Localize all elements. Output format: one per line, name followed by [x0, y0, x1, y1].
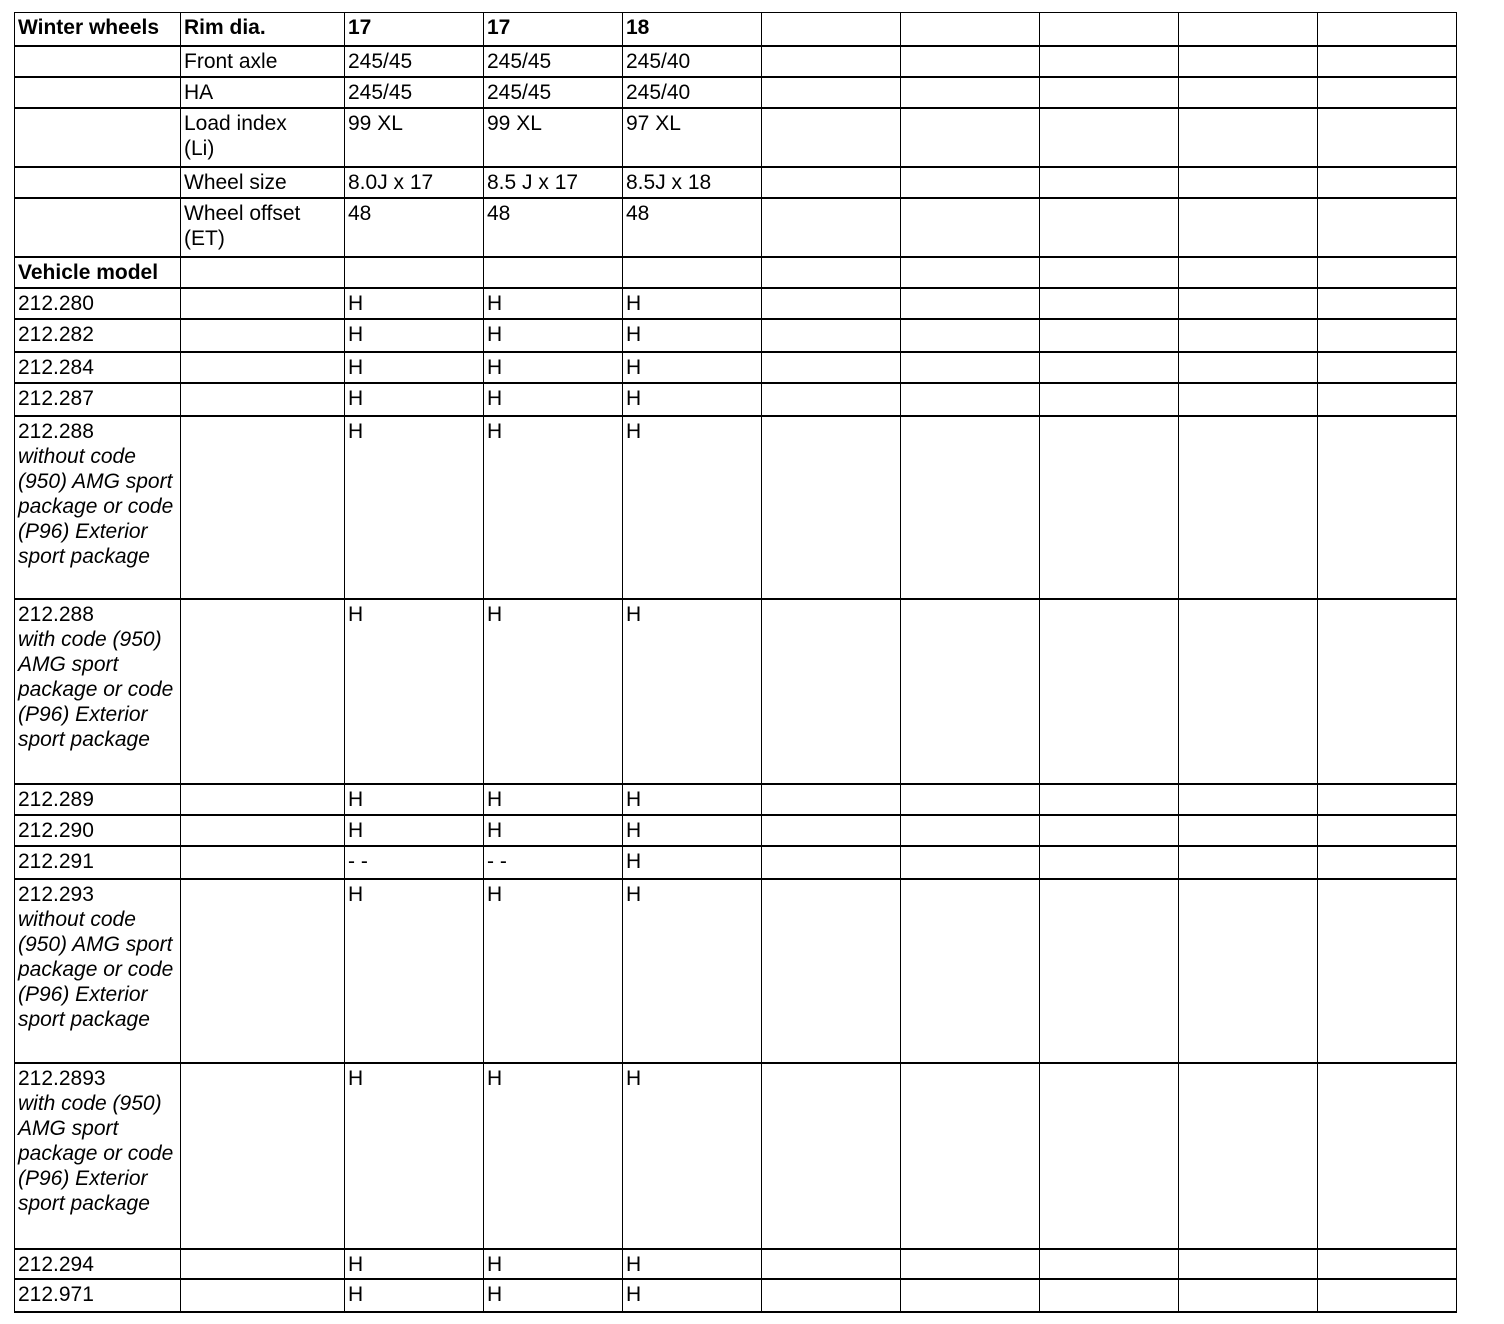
- empty-cell: [1318, 198, 1457, 257]
- empty-cell: [181, 416, 345, 599]
- vehicle-row: [15, 599, 1457, 784]
- empty-cell: [1179, 1249, 1318, 1279]
- spec-row: [15, 77, 1457, 108]
- empty-cell: [1040, 288, 1179, 319]
- spec-row: [15, 198, 1457, 257]
- empty-cell: [1179, 108, 1318, 167]
- empty-cell: [762, 257, 901, 288]
- fitment-value: H: [345, 1279, 484, 1312]
- empty-cell: [901, 319, 1040, 352]
- fitment-value: H: [623, 352, 762, 383]
- empty-cell: [762, 846, 901, 879]
- spec-value: 48: [484, 198, 623, 257]
- empty-cell: [901, 198, 1040, 257]
- vehicle-model-cell: [15, 1249, 181, 1279]
- fitment-value: H: [484, 784, 623, 815]
- fitment-value: H: [484, 383, 623, 416]
- vehicle-model-cell: [15, 1063, 181, 1249]
- empty-cell: [762, 599, 901, 784]
- spec-label: Wheel size: [181, 167, 345, 198]
- fitment-value: H: [484, 815, 623, 846]
- empty-cell: [762, 784, 901, 815]
- empty-cell: [1179, 383, 1318, 416]
- empty-cell: [762, 319, 901, 352]
- spec-value: 97 XL: [623, 108, 762, 167]
- empty-cell: [901, 257, 1040, 288]
- empty-cell: [1179, 13, 1318, 46]
- empty-cell: [1040, 599, 1179, 784]
- vehicle-row: [15, 1279, 1457, 1312]
- empty-cell: [901, 13, 1040, 46]
- fitment-value: H: [345, 784, 484, 815]
- vehicle-row: [15, 1249, 1457, 1279]
- fitment-value: H: [484, 288, 623, 319]
- vehicle-row: [15, 1063, 1457, 1249]
- empty-cell: [901, 1249, 1040, 1279]
- empty-cell: [1318, 784, 1457, 815]
- empty-cell: [901, 383, 1040, 416]
- empty-cell: [1318, 1279, 1457, 1312]
- fitment-value: H: [484, 416, 623, 599]
- empty-cell: [1040, 416, 1179, 599]
- fitment-value: H: [623, 846, 762, 879]
- spec-label: Wheel offset (ET): [181, 198, 345, 257]
- fitment-value: H: [345, 352, 484, 383]
- vehicle-row: [15, 416, 1457, 599]
- vehicle-model-cell: [15, 383, 181, 416]
- empty-cell: [1318, 846, 1457, 879]
- vehicle-model-cell: [15, 288, 181, 319]
- vehicle-model-id: 212.290: [18, 818, 94, 842]
- empty-cell: [1179, 416, 1318, 599]
- empty-cell: [1040, 46, 1179, 77]
- empty-cell: [1318, 77, 1457, 108]
- vehicle-model-id: 212.287: [18, 386, 94, 410]
- table-body: [15, 13, 1457, 1312]
- empty-cell: [901, 846, 1040, 879]
- empty-cell: [1179, 1063, 1318, 1249]
- spec-row: [15, 108, 1457, 167]
- vehicle-model-cell: [15, 815, 181, 846]
- vehicle-model-note: without code (950) AMG sport package or code (P96) Exterior sport package: [18, 444, 174, 568]
- spec-value: 245/40: [623, 77, 762, 108]
- empty-cell: [762, 108, 901, 167]
- spec-value: 245/45: [345, 77, 484, 108]
- empty-cell: [1318, 416, 1457, 599]
- empty-cell: [1318, 167, 1457, 198]
- empty-cell: [1179, 879, 1318, 1063]
- vehicle-model-cell: [15, 784, 181, 815]
- empty-cell: [901, 599, 1040, 784]
- spec-blank-cell: [15, 77, 181, 108]
- empty-cell: [623, 257, 762, 288]
- empty-cell: [1179, 599, 1318, 784]
- empty-cell: [181, 599, 345, 784]
- empty-cell: [901, 108, 1040, 167]
- empty-cell: [1040, 1279, 1179, 1312]
- fitment-value: H: [623, 383, 762, 416]
- spec-value: 99 XL: [345, 108, 484, 167]
- vehicle-row: [15, 352, 1457, 383]
- fitment-value: H: [484, 319, 623, 352]
- vehicle-row: [15, 815, 1457, 846]
- empty-cell: [1179, 846, 1318, 879]
- vehicle-model-note: with code (950) AMG sport package or code (P96) Exterior sport package: [18, 1091, 174, 1215]
- empty-cell: [762, 1063, 901, 1249]
- empty-cell: [181, 1279, 345, 1312]
- vehicle-row: [15, 846, 1457, 879]
- empty-cell: [1179, 46, 1318, 77]
- vehicle-model-id: 212.280: [18, 291, 94, 315]
- empty-cell: [1318, 352, 1457, 383]
- fitment-value: H: [345, 1063, 484, 1249]
- spec-value: 245/45: [484, 46, 623, 77]
- fitment-value: H: [345, 599, 484, 784]
- vehicle-model-cell: [15, 846, 181, 879]
- rim-dia-cell: 17: [484, 13, 623, 46]
- fitment-value: H: [484, 1279, 623, 1312]
- spec-value: 8.0J x 17: [345, 167, 484, 198]
- empty-cell: [1318, 383, 1457, 416]
- fitment-value: H: [623, 815, 762, 846]
- vehicle-row: [15, 784, 1457, 815]
- empty-cell: [1179, 167, 1318, 198]
- vehicle-row: [15, 288, 1457, 319]
- empty-cell: [1040, 383, 1179, 416]
- empty-cell: [901, 815, 1040, 846]
- empty-cell: [762, 416, 901, 599]
- vehicle-model-heading: Vehicle model: [15, 257, 181, 288]
- empty-cell: [762, 167, 901, 198]
- fitment-value: H: [345, 879, 484, 1063]
- empty-cell: [1318, 319, 1457, 352]
- empty-cell: [1040, 13, 1179, 46]
- rim-dia-cell: 17: [345, 13, 484, 46]
- empty-cell: [1040, 77, 1179, 108]
- empty-cell: [762, 13, 901, 46]
- empty-cell: [1179, 288, 1318, 319]
- empty-cell: [1318, 815, 1457, 846]
- empty-cell: [1179, 352, 1318, 383]
- empty-cell: [484, 257, 623, 288]
- empty-cell: [181, 352, 345, 383]
- fitment-value: - -: [345, 846, 484, 879]
- fitment-value: H: [484, 879, 623, 1063]
- empty-cell: [901, 879, 1040, 1063]
- fitment-value: H: [345, 416, 484, 599]
- vehicle-model-header-row: [15, 257, 1457, 288]
- vehicle-row: [15, 383, 1457, 416]
- vehicle-model-id: 212.291: [18, 849, 94, 873]
- vehicle-model-id: 212.288: [18, 602, 94, 626]
- fitment-value: H: [623, 1063, 762, 1249]
- empty-cell: [762, 879, 901, 1063]
- rim-dia-cell: 18: [623, 13, 762, 46]
- empty-cell: [901, 416, 1040, 599]
- empty-cell: [762, 288, 901, 319]
- fitment-value: H: [484, 352, 623, 383]
- empty-cell: [345, 257, 484, 288]
- header-row: [15, 13, 1457, 46]
- vehicle-model-cell: [15, 599, 181, 784]
- empty-cell: [1040, 108, 1179, 167]
- empty-cell: [1179, 77, 1318, 108]
- empty-cell: [1040, 846, 1179, 879]
- vehicle-model-id: 212.2893: [18, 1066, 106, 1090]
- empty-cell: [1040, 167, 1179, 198]
- vehicle-model-note: without code (950) AMG sport package or code (P96) Exterior sport package: [18, 907, 174, 1031]
- fitment-value: - -: [484, 846, 623, 879]
- empty-cell: [1179, 257, 1318, 288]
- fitment-value: H: [345, 319, 484, 352]
- vehicle-model-id: 212.289: [18, 787, 94, 811]
- empty-cell: [1040, 352, 1179, 383]
- spec-value: 48: [345, 198, 484, 257]
- empty-cell: [1040, 1249, 1179, 1279]
- empty-cell: [181, 879, 345, 1063]
- empty-cell: [1040, 198, 1179, 257]
- winter-wheels-table: [14, 12, 1457, 1313]
- vehicle-model-id: 212.293: [18, 882, 94, 906]
- empty-cell: [1179, 784, 1318, 815]
- param-label: Rim dia.: [181, 13, 345, 46]
- empty-cell: [1318, 879, 1457, 1063]
- spec-label: Front axle: [181, 46, 345, 77]
- fitment-value: H: [484, 1063, 623, 1249]
- fitment-value: H: [623, 784, 762, 815]
- fitment-value: H: [623, 879, 762, 1063]
- vehicle-model-cell: [15, 416, 181, 599]
- empty-cell: [901, 46, 1040, 77]
- empty-cell: [1040, 319, 1179, 352]
- empty-cell: [901, 1279, 1040, 1312]
- spec-value: 245/40: [623, 46, 762, 77]
- spec-label: Load index (Li): [181, 108, 345, 167]
- empty-cell: [762, 815, 901, 846]
- empty-cell: [181, 319, 345, 352]
- empty-cell: [181, 846, 345, 879]
- empty-cell: [181, 257, 345, 288]
- fitment-value: H: [484, 599, 623, 784]
- empty-cell: [181, 383, 345, 416]
- fitment-value: H: [345, 1249, 484, 1279]
- spec-blank-cell: [15, 108, 181, 167]
- vehicle-model-cell: [15, 319, 181, 352]
- empty-cell: [1040, 1063, 1179, 1249]
- vehicle-model-id: 212.288: [18, 419, 94, 443]
- spec-blank-cell: [15, 46, 181, 77]
- spec-value: 245/45: [345, 46, 484, 77]
- vehicle-model-id: 212.282: [18, 322, 94, 346]
- spec-value: 99 XL: [484, 108, 623, 167]
- empty-cell: [1318, 46, 1457, 77]
- empty-cell: [762, 352, 901, 383]
- empty-cell: [181, 815, 345, 846]
- empty-cell: [1179, 198, 1318, 257]
- fitment-value: H: [484, 1249, 623, 1279]
- empty-cell: [1318, 1249, 1457, 1279]
- empty-cell: [181, 1249, 345, 1279]
- empty-cell: [901, 77, 1040, 108]
- spec-row: [15, 167, 1457, 198]
- vehicle-model-cell: [15, 879, 181, 1063]
- spec-label: HA: [181, 77, 345, 108]
- fitment-value: H: [623, 1279, 762, 1312]
- empty-cell: [1179, 815, 1318, 846]
- vehicle-row: [15, 879, 1457, 1063]
- empty-cell: [1179, 319, 1318, 352]
- vehicle-model-note: with code (950) AMG sport package or code (P96) Exterior sport package: [18, 627, 174, 751]
- fitment-value: H: [623, 288, 762, 319]
- empty-cell: [901, 288, 1040, 319]
- table-title: Winter wheels: [15, 13, 181, 46]
- fitment-value: H: [345, 815, 484, 846]
- spec-value: 245/45: [484, 77, 623, 108]
- vehicle-model-id: 212.284: [18, 355, 94, 379]
- spec-blank-cell: [15, 198, 181, 257]
- empty-cell: [1318, 1063, 1457, 1249]
- spec-value: 48: [623, 198, 762, 257]
- fitment-value: H: [345, 288, 484, 319]
- empty-cell: [901, 352, 1040, 383]
- empty-cell: [1318, 288, 1457, 319]
- empty-cell: [1040, 257, 1179, 288]
- empty-cell: [762, 77, 901, 108]
- fitment-value: H: [345, 383, 484, 416]
- empty-cell: [1318, 257, 1457, 288]
- vehicle-row: [15, 319, 1457, 352]
- empty-cell: [901, 784, 1040, 815]
- empty-cell: [1318, 13, 1457, 46]
- empty-cell: [1318, 108, 1457, 167]
- empty-cell: [762, 1249, 901, 1279]
- vehicle-model-id: 212.294: [18, 1252, 94, 1276]
- empty-cell: [181, 288, 345, 319]
- empty-cell: [762, 383, 901, 416]
- spec-value: 8.5J x 18: [623, 167, 762, 198]
- empty-cell: [1318, 599, 1457, 784]
- fitment-value: H: [623, 599, 762, 784]
- spec-row: [15, 46, 1457, 77]
- empty-cell: [901, 167, 1040, 198]
- spec-blank-cell: [15, 167, 181, 198]
- empty-cell: [901, 1063, 1040, 1249]
- fitment-value: H: [623, 319, 762, 352]
- vehicle-model-cell: [15, 352, 181, 383]
- empty-cell: [1040, 784, 1179, 815]
- fitment-value: H: [623, 1249, 762, 1279]
- empty-cell: [1040, 815, 1179, 846]
- empty-cell: [1040, 879, 1179, 1063]
- empty-cell: [762, 1279, 901, 1312]
- empty-cell: [1179, 1279, 1318, 1312]
- spec-value: 8.5 J x 17: [484, 167, 623, 198]
- empty-cell: [762, 198, 901, 257]
- empty-cell: [181, 784, 345, 815]
- empty-cell: [762, 46, 901, 77]
- vehicle-model-id: 212.971: [18, 1282, 94, 1306]
- empty-cell: [181, 1063, 345, 1249]
- vehicle-model-cell: [15, 1279, 181, 1312]
- fitment-value: H: [623, 416, 762, 599]
